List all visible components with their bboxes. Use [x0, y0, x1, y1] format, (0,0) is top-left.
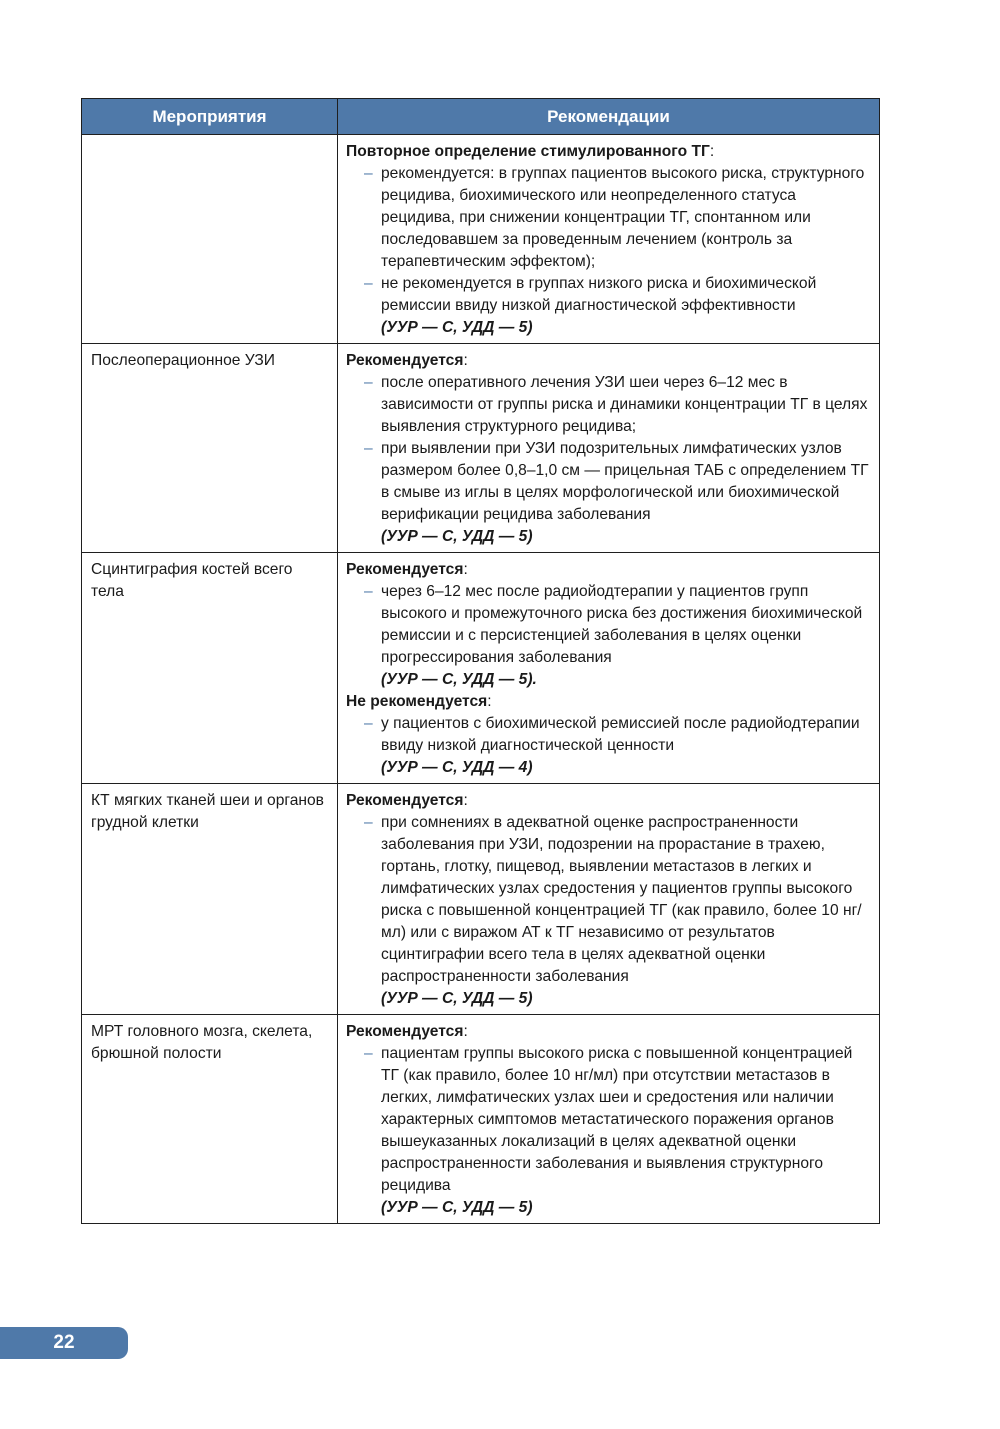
heading-colon: : [463, 561, 468, 578]
dash-bullet: – [364, 715, 373, 732]
item-text: не рекомендуется в группах низкого риска и биохимической ремиссии ввиду низкой диагностической эффективности [381, 275, 817, 314]
dash-bullet: – [364, 814, 373, 831]
heading-colon: : [709, 143, 715, 160]
recommendation-heading [346, 790, 871, 812]
citation-text: (УУР — С, УДД — 5) [381, 319, 533, 336]
measure-cell [82, 1015, 338, 1224]
item-text: у пациентов с биохимической ремиссией после радиойодтерапии ввиду низкой диагностической ценности [381, 715, 860, 754]
item-text: пациентам группы высокого риска с повышенной концентрацией ТГ (как правило, более 10 нг/мл) при отсутствии метастазов в легких, лимфатических узлах шеи и средостения или наличии характерных симптомов метастатического поражения органов вышеуказанных локализаций в целях адекватной оценки распространенности заболевания и выявления структурного рецидива [381, 1045, 853, 1194]
evidence-citation [346, 669, 871, 691]
citation-end: . [532, 671, 537, 688]
heading-text: Повторное определение стимулированного ТГ [346, 143, 710, 160]
heading-text: Рекомендуется [346, 1023, 464, 1040]
table-row [82, 1015, 880, 1224]
citation-text: (УУР — С, УДД — 5) [381, 1199, 533, 1216]
list-item [346, 812, 871, 988]
page-number-badge [0, 1327, 128, 1359]
evidence-citation [346, 317, 871, 339]
table-header-row [82, 99, 880, 135]
citation-text: (УУР — С, УДД — 5) [381, 990, 533, 1007]
recommendation-heading [346, 691, 871, 713]
recommendation-cell [338, 1015, 880, 1224]
table-row [82, 344, 880, 553]
recommendation-heading [346, 559, 871, 581]
heading-colon: : [487, 693, 492, 710]
dash-bullet: – [364, 374, 373, 391]
citation-text: (УУР — С, УДД — 4) [381, 759, 533, 776]
recommendation-cell [338, 344, 880, 553]
measure-text: Послеоперационное УЗИ [91, 352, 275, 369]
recommendation-heading [346, 141, 871, 163]
citation-text: (УУР — С, УДД — 5) [381, 671, 533, 688]
measure-text: МРТ головного мозга, скелета, брюшной полости [91, 1023, 313, 1062]
evidence-citation [346, 1197, 871, 1219]
heading-text: Рекомендуется [346, 352, 464, 369]
recommendation-cell [338, 553, 880, 784]
table-row [82, 553, 880, 784]
item-text: при сомнениях в адекватной оценке распространенности заболевания при УЗИ, подозрении на прорастание в трахею, гортань, глотку, пищевод, выявлении метастазов в легких и лимфатических узлах средостения у пациентов группы высокого риска с повышенной концентрацией ТГ (как правило, более 10 нг/мл) или с виражом АТ к ТГ независимо от результатов сцинтиграфии всего тела в целях адекватной оценки распространенности заболевания [381, 814, 862, 985]
page-number: 22 [53, 1332, 75, 1353]
table-body [82, 135, 880, 1224]
list-item [346, 438, 871, 526]
heading-colon: : [463, 792, 468, 809]
recommendations-table [81, 98, 880, 1224]
item-text: через 6–12 мес после радиойодтерапии у пациентов групп высокого и промежуточного риска без достижения биохимической ремиссии и с персистенцией заболевания в целях оценки прогрессирования заболевания [381, 583, 863, 666]
table-row [82, 784, 880, 1015]
list-item [346, 713, 871, 757]
dash-bullet: – [364, 440, 373, 457]
dash-bullet: – [364, 275, 373, 292]
heading-colon: : [463, 1023, 468, 1040]
heading-text: Рекомендуется [346, 561, 464, 578]
evidence-citation [346, 526, 871, 548]
list-item [346, 163, 871, 273]
measure-cell [82, 784, 338, 1015]
recommendation-cell [338, 784, 880, 1015]
header-measures: Мероприятия [82, 99, 338, 135]
heading-text: Не рекомендуется [346, 693, 488, 710]
measure-text: Сцинтиграфия костей всего тела [91, 561, 293, 600]
measure-text: КТ мягких тканей шеи и органов грудной клетки [91, 792, 324, 831]
list-item [346, 273, 871, 317]
item-text: при выявлении при УЗИ подозрительных лимфатических узлов размером более 0,8–1,0 см — прицельная ТАБ с определением ТГ в смыве из иглы в целях морфологической или биохимической верификации рецидива заболевания [381, 440, 869, 523]
header-recommendations: Рекомендации [338, 99, 880, 135]
measure-cell [82, 553, 338, 784]
item-text: после оперативного лечения УЗИ шеи через 6–12 мес в зависимости от группы риска и динамики концентрации ТГ в целях выявления структурного рецидива; [381, 374, 868, 435]
item-text: рекомендуется: в группах пациентов высокого риска, структурного рецидива, биохимического или неопределенного статуса рецидива, при снижении концентрации ТГ, спонтанном или последовавшем за проведенным лечением (контроль за терапевтическим эффектом); [381, 165, 865, 270]
measure-cell [82, 135, 338, 344]
dash-bullet: – [364, 1045, 373, 1062]
evidence-citation [346, 988, 871, 1010]
list-item [346, 372, 871, 438]
list-item [346, 1043, 871, 1197]
dash-bullet: – [364, 165, 373, 182]
recommendation-heading [346, 350, 871, 372]
recommendation-cell [338, 135, 880, 344]
evidence-citation [346, 757, 871, 779]
dash-bullet: – [364, 583, 373, 600]
table-row [82, 135, 880, 344]
list-item [346, 581, 871, 669]
heading-text: Рекомендуется [346, 792, 464, 809]
citation-text: (УУР — С, УДД — 5) [381, 528, 533, 545]
heading-colon: : [463, 352, 468, 369]
recommendation-heading [346, 1021, 871, 1043]
measure-cell [82, 344, 338, 553]
